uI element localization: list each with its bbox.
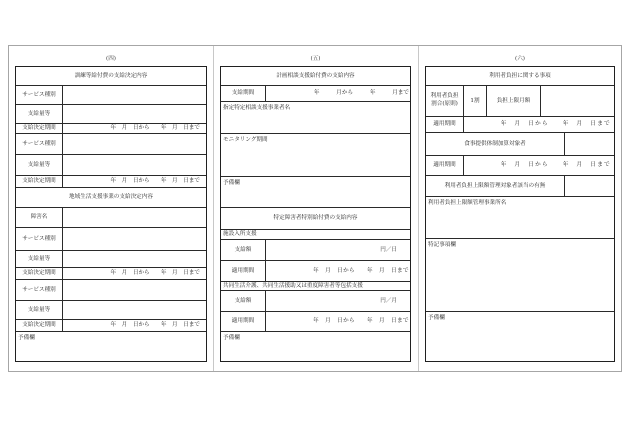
decision-period-label: 支給決定期間 [16,268,63,279]
decision-period-value: 年 月 日から 年 月 日まで [110,322,200,329]
payment-period-value: 年 月から 年 月まで [313,90,409,97]
reserve-label: 予備欄 [223,335,240,341]
special-benefit-title: 特定障害者特別給付費の支給内容 [273,215,358,222]
consultation-provider-row [221,101,410,133]
decision-period-row [16,175,206,187]
service-type-label: サービス種別 [16,86,63,104]
amount-row [16,250,206,267]
amount-row [16,104,206,123]
reserve-row [426,311,614,361]
community-support-title: 地域生活支援事業の支給決定内容 [69,194,153,201]
facility-admission-heading: 施設入所支援 [223,231,257,238]
service-type-label: サービス種別 [16,228,63,250]
panel-6 [425,66,615,362]
user-burden-title: 利用者負担に関する事項 [489,72,551,79]
special-notes-label: 特記事項欄 [428,242,456,248]
applicable-period-label: 適用期間 [221,261,266,281]
decision-period-row [16,319,206,331]
burden-ratio-label-line-2: 割合(原則) [431,101,458,107]
consultation-provider-label: 指定特定相談支援事業者名 [223,105,291,111]
panel-4 [15,66,207,362]
amount-row [16,154,206,175]
applicable-period-row [426,116,614,132]
plan-consultation-title: 計画相談支援給付費の支給内容 [276,72,355,79]
decision-period-row [16,123,206,133]
panel-4-header: (四) [106,56,116,62]
service-type-value [63,134,206,154]
page-divider-right [418,46,419,371]
amount-value [63,155,206,175]
disability-name-row [16,207,206,227]
reserve-label: 予備欄 [428,315,445,321]
reserve-row [221,331,410,361]
amount-value [63,251,206,267]
amount-label: 支給量等 [16,301,63,319]
meal-provision-value [565,133,614,155]
decision-period-value: 年 月 日から 年 月 日まで [110,270,200,277]
applicable-period-label: 適用期間 [221,312,266,331]
reserve-label: 予備欄 [18,335,35,341]
service-type-value [63,280,206,300]
group-living-heading-row [221,281,410,290]
monitoring-period-row [221,133,410,176]
decision-period-label: 支給決定期間 [16,124,63,133]
disability-name-label: 障害名 [16,208,63,227]
cap-management-row [426,175,614,196]
service-type-row [16,133,206,154]
benefit-amount-label: 支給額 [221,240,266,260]
reserve-label: 予備欄 [223,180,240,186]
monthly-cap-label: 負担上限月額 [487,86,541,116]
facility-admission-heading-row [221,229,410,239]
applicable-period-label: 適用期間 [426,156,464,175]
decision-period-value: 年 月 日から 年 月 日まで [110,178,200,185]
special-notes-row [426,238,614,311]
reserve-row [221,176,410,207]
amount-label: 支給量等 [16,105,63,123]
applicable-period-row [426,155,614,175]
service-type-row [16,279,206,300]
community-support-title-row [16,187,206,207]
burden-ratio-label-line-1: 利用者負担 [430,93,459,100]
benefit-amount-row [221,290,410,311]
burden-ratio-row [426,85,614,116]
service-type-value [63,86,206,104]
applicable-period-label: 適用期間 [426,117,464,132]
benefit-amount-label: 支給額 [221,291,266,311]
user-burden-title-row [426,67,614,85]
cap-management-provider-row [426,196,614,238]
training-benefit-title: 訓練等給付費の支給決定内容 [74,72,148,79]
benefit-amount-row [221,239,410,260]
decision-period-label: 支給決定期間 [16,320,63,331]
decision-period-value: 年 月 日から 年 月 日まで [110,125,200,132]
meal-provision-row [426,132,614,155]
cap-management-provider-label: 利用者負担上限額管理事業所名 [428,200,507,206]
decision-period-label: 支給決定期間 [16,176,63,187]
service-type-label: サービス種別 [16,134,63,154]
applicable-period-row [221,311,410,331]
service-type-row [16,227,206,250]
amount-value [63,105,206,123]
cap-management-value [565,176,614,196]
applicable-period-value: 年 月 日から 年 月 日まで [500,162,611,169]
burden-ratio-label [426,86,464,116]
monitoring-period-label: モニタリング期間 [223,137,268,143]
special-benefit-title-row [221,207,410,229]
applicable-period-value: 年 月 日から 年 月 日まで [313,267,409,274]
monthly-cap-value [541,86,614,116]
panel-6-header: (六) [515,56,525,62]
page-divider-left [213,46,214,371]
payment-period-row [221,85,410,101]
applicable-period-value: 年 月 日から 年 月 日まで [500,121,611,128]
reserve-row [16,331,206,361]
service-type-label: サービス種別 [16,280,63,300]
meal-provision-label: 食事提供体制加算対象者 [426,133,565,155]
payment-period-label: 支給期間 [221,86,266,101]
benefit-amount-unit: 円／月 [380,297,397,304]
applicable-period-value: 年 月 日から 年 月 日まで [313,318,409,325]
service-type-row [16,85,206,104]
training-benefit-title-row [16,67,206,85]
decision-period-row [16,267,206,279]
plan-consultation-title-row [221,67,410,85]
amount-label: 支給量等 [16,251,63,267]
amount-label: 支給量等 [16,155,63,175]
service-type-value [63,228,206,250]
benefit-amount-unit: 円／日 [380,246,397,253]
applicable-period-row [221,260,410,281]
amount-value [63,301,206,319]
cap-management-label: 利用者負担上限額管理対象者該当の有無 [426,176,565,196]
panel-5 [220,66,411,362]
amount-row [16,300,206,319]
disability-name-value [63,208,206,227]
panel-5-header: (五) [310,56,321,62]
burden-ratio-value: 1割 [464,86,487,116]
group-living-heading: 共同生活介護、共同生活援助又は重度障害者等包括支援 [223,282,363,289]
